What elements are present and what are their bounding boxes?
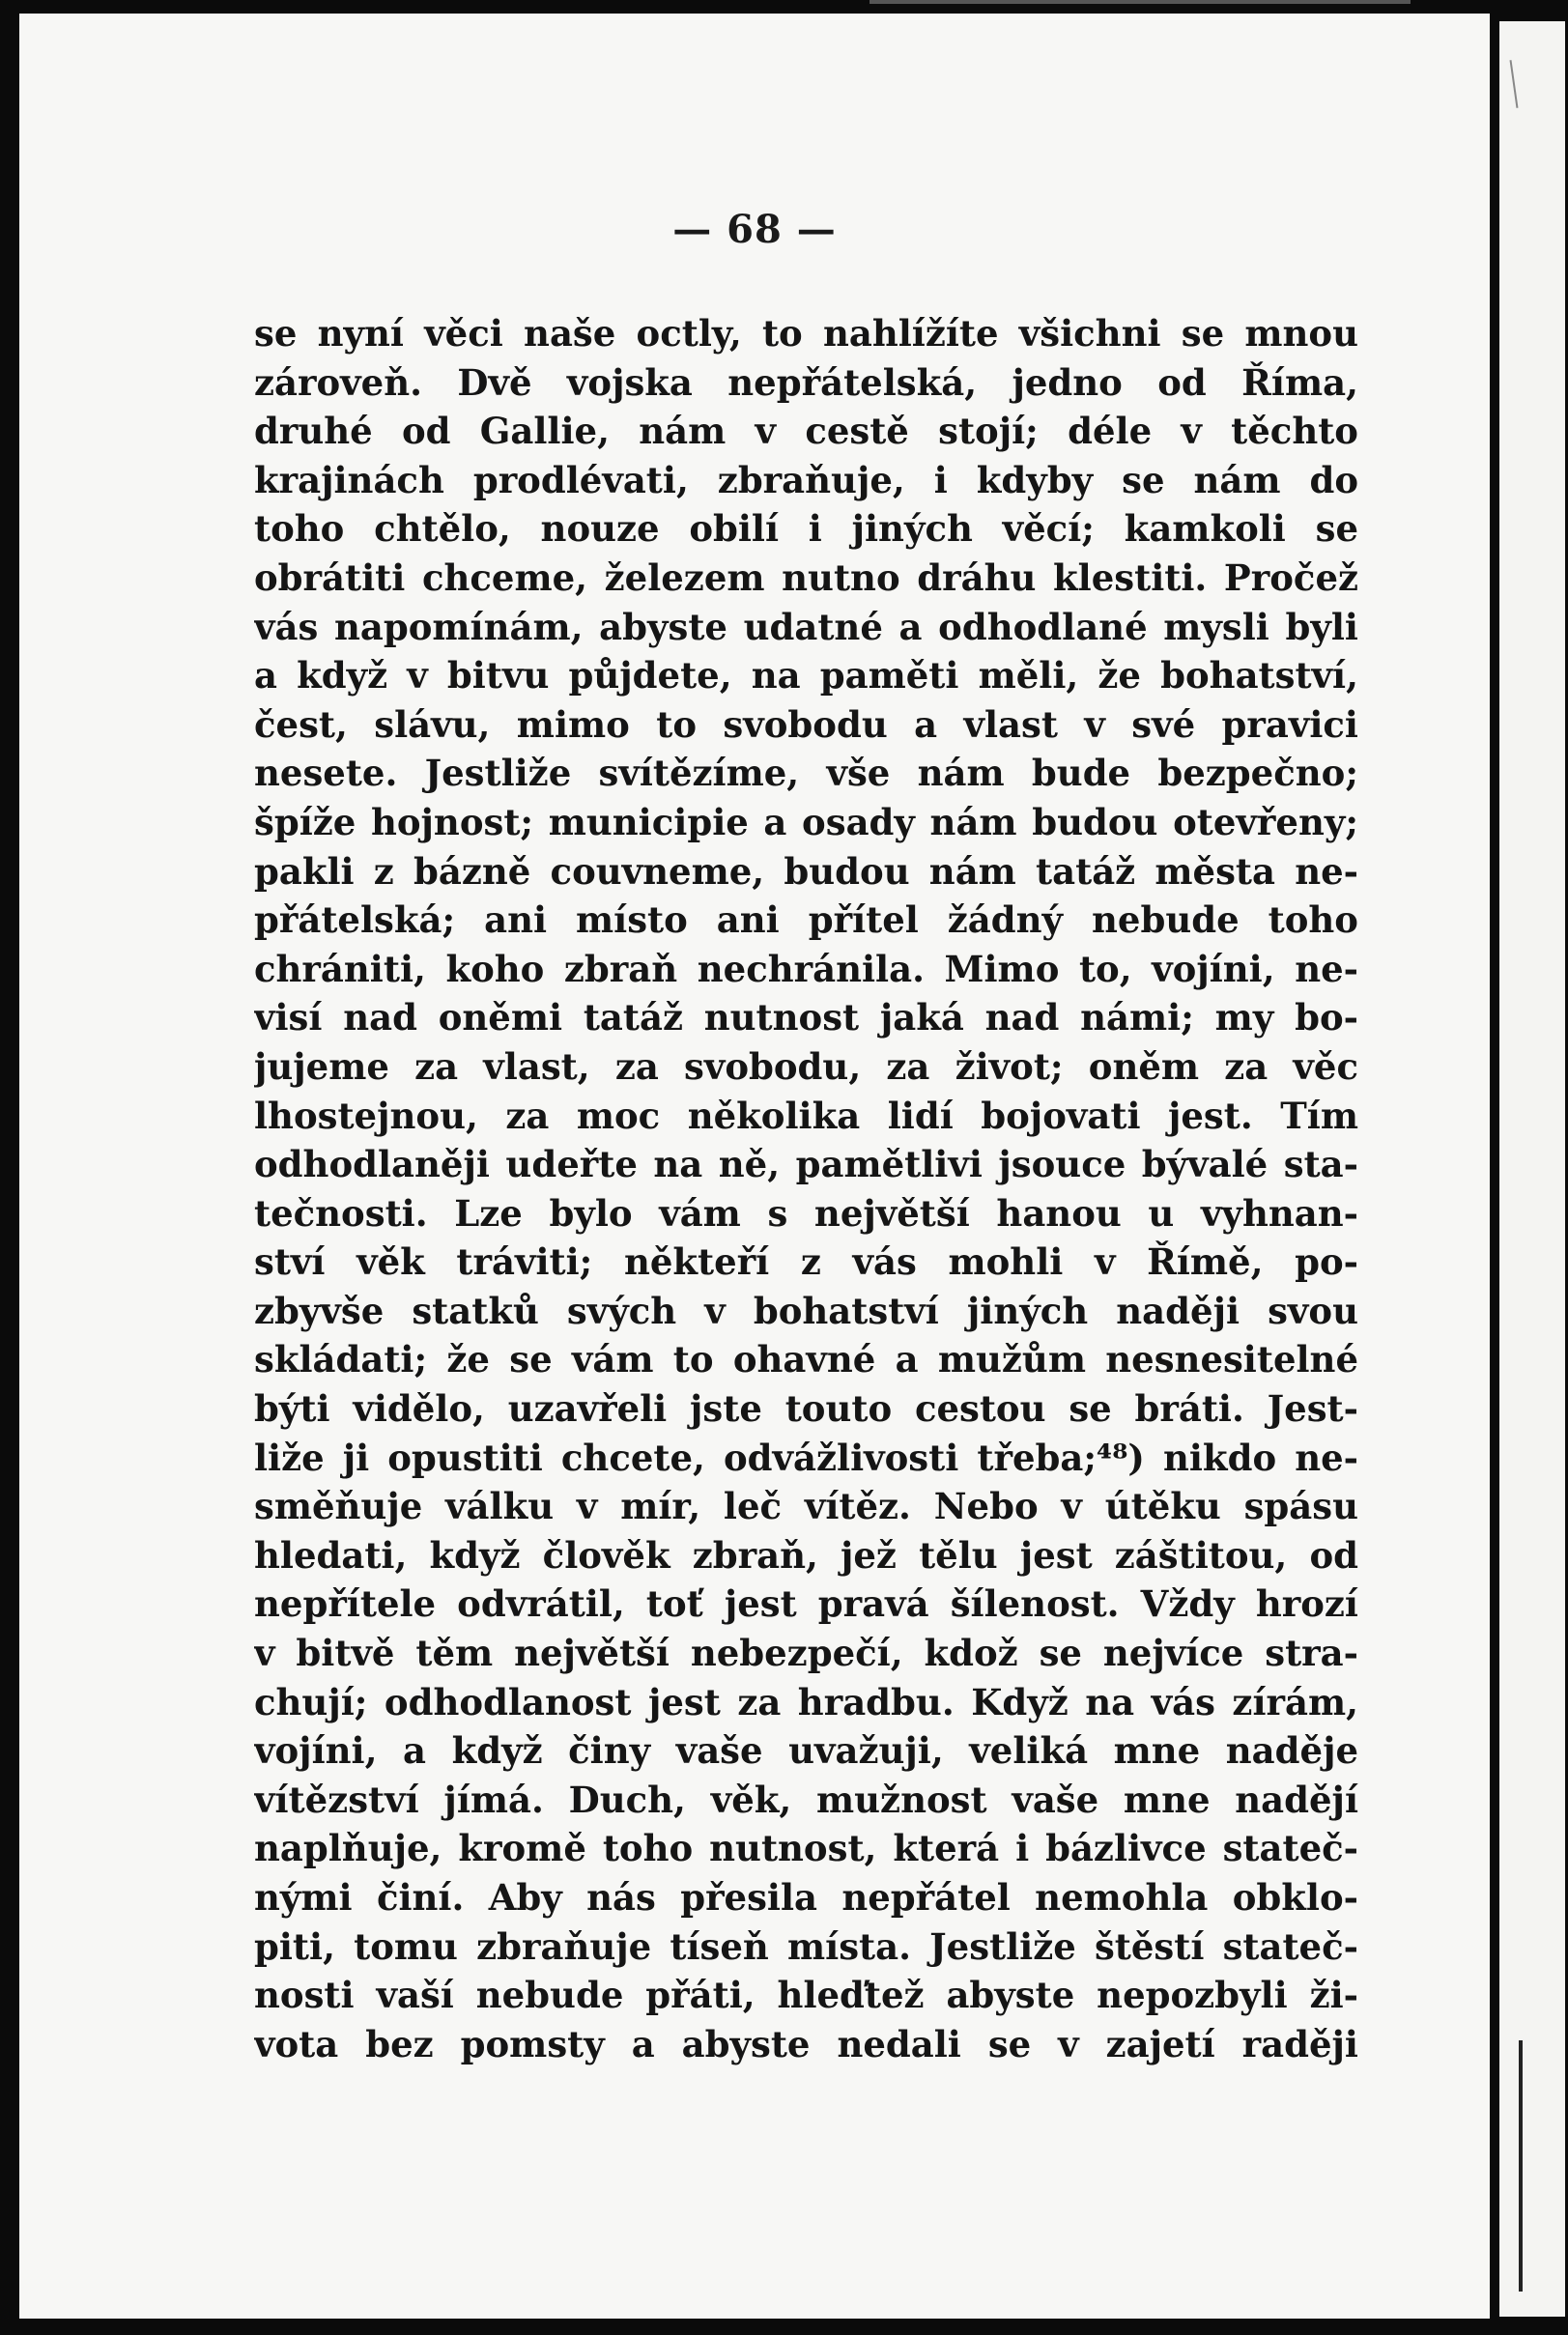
text-line: vojíni, a když činy vaše uvažuji, veliká mne naděje	[254, 1729, 1358, 1773]
text-line: piti, tomu zbraňuje tíseň místa. Jestliže štěstí stateč-	[254, 1924, 1358, 1968]
text-line: nesete. Jestliže svítězíme, vše nám bude bezpečno;	[254, 752, 1358, 795]
text-line: chrániti, koho zbraň nechránila. Mimo to, vojíni, ne-	[254, 947, 1358, 990]
text-line: obrátiti chceme, železem nutno dráhu klestiti. Pročež	[254, 555, 1358, 599]
text-line: zbyvše statků svých v bohatství jiných naději svou	[254, 1289, 1358, 1332]
text-line: čest, slávu, mimo to svobodu a vlast v své pravici	[254, 702, 1358, 746]
top-edge-rule	[870, 0, 1411, 4]
text-line: liže ji opustiti chcete, odvážlivosti třeba;⁴⁸) nikdo ne-	[254, 1436, 1358, 1479]
text-line: nosti vaší nebude přáti, hleďtež abyste nepozbyli ži-	[254, 1974, 1358, 2017]
facing-page-edge	[1499, 21, 1565, 2317]
text-line: druhé od Gallie, nám v cestě stojí; déle v těchto	[254, 410, 1358, 453]
text-line: chují; odhodlanost jest za hradbu. Když na vás zírám,	[254, 1680, 1358, 1723]
text-line: jujeme za vlast, za svobodu, za život; oněm za věc	[254, 1044, 1358, 1088]
text-line: přátelská; ani místo ani přítel žádný nebude toho	[254, 898, 1358, 942]
text-line: lhostejnou, za moc několika lidí bojovati jest. Tím	[254, 1094, 1358, 1137]
body-text	[254, 309, 1358, 2068]
text-line: býti vidělo, uzavřeli jste touto cestou se bráti. Jest-	[254, 1387, 1358, 1431]
text-line: naplňuje, kromě toho nutnost, která i bázlivce stateč-	[254, 1827, 1358, 1870]
text-line: pakli z bázně couvneme, budou nám tatáž města ne-	[254, 849, 1358, 893]
text-line: zároveň. Dvě vojska nepřátelská, jedno od Říma,	[254, 360, 1358, 404]
text-line: toho chtělo, nouze obilí i jiných věcí; kamkoli se	[254, 507, 1358, 551]
text-line: hledati, když člověk zbraň, jež tělu jest záštitou, od	[254, 1533, 1358, 1577]
text-line: a když v bitvu půjdete, na paměti měli, že bohatství,	[254, 654, 1358, 698]
text-line: špíže hojnost; municipie a osady nám budou otevřeny;	[254, 800, 1358, 843]
text-line: visí nad oněmi tatáž nutnost jaká nad námi; my bo-	[254, 996, 1358, 1039]
page-number: — 68 —	[672, 207, 837, 252]
text-line: tečnosti. Lze bylo vám s největší hanou u vyhnan-	[254, 1191, 1358, 1235]
text-line: ství věk tráviti; někteří z vás mohli v Římě, po-	[254, 1240, 1358, 1284]
text-line: nepřítele odvrátil, toť jest pravá šílenost. Vždy hrozí	[254, 1582, 1358, 1626]
text-line: krajinách prodlévati, zbraňuje, i kdyby se nám do	[254, 458, 1358, 501]
book-page	[19, 14, 1490, 2319]
text-line: skládati; že se vám to ohavné a mužům nesnesitelné	[254, 1338, 1358, 1381]
text-line: směňuje válku v mír, leč vítěz. Nebo v útěku spásu	[254, 1485, 1358, 1528]
text-line: nými činí. Aby nás přesila nepřátel nemohla obklo-	[254, 1876, 1358, 1919]
margin-mark	[1510, 60, 1519, 108]
text-line: vota bez pomsty a abyste nedali se v zajetí raději	[254, 2022, 1358, 2065]
text-line: v bitvě těm největší nebezpečí, kdož se nejvíce stra-	[254, 1632, 1358, 1675]
text-line: se nyní věci naše octly, to nahlížíte všichni se mnou	[254, 312, 1358, 355]
text-line: vítězství jímá. Duch, věk, mužnost vaše mne nadějí	[254, 1778, 1358, 1821]
binding-mark	[1519, 2040, 1523, 2292]
text-line: odhodlaněji udeřte na ně, pamětlivi jsouce bývalé sta-	[254, 1143, 1358, 1186]
text-line: vás napomínám, abyste udatné a odhodlané mysli byli	[254, 605, 1358, 648]
